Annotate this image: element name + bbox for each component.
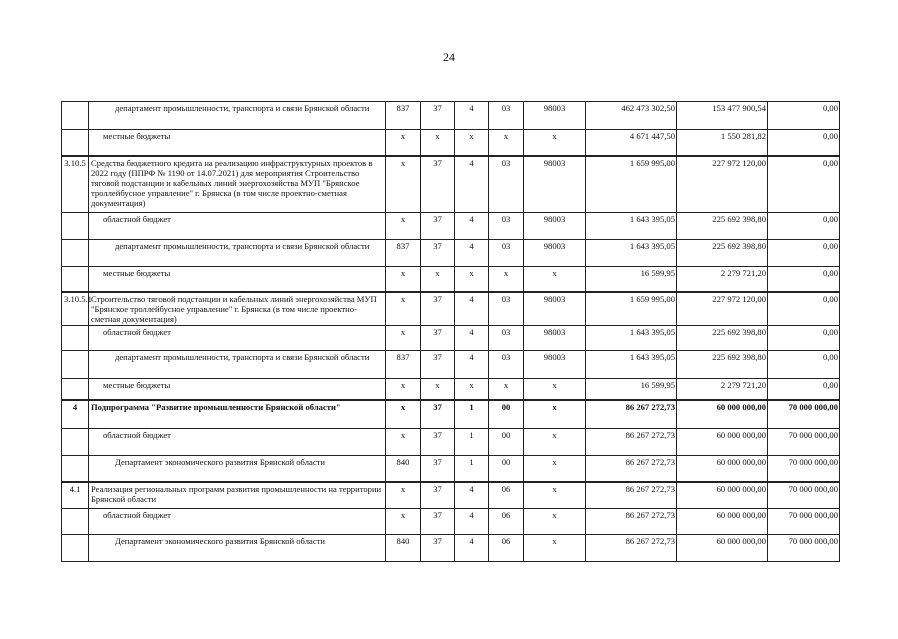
value-year-1: 1 659 995,00 [586,292,677,326]
code-event: x [489,130,524,156]
value-year-2: 60 000 000,00 [677,428,768,455]
code-gr: x [386,130,421,156]
value-year-2: 2 279 721,20 [677,267,768,292]
value-year-3: 0,00 [768,130,840,156]
row-name: Подпрограмма "Развитие промышленности Брянской области" [89,400,386,428]
row-number [62,508,89,534]
row-number: 3.10.5 [62,156,89,213]
code-direction: x [524,508,586,534]
code-subprogram: 1 [455,455,489,482]
code-direction: 98003 [524,350,586,378]
code-program: 37 [421,240,455,267]
code-program: 37 [421,213,455,240]
row-name: областной бюджет [89,325,386,350]
value-year-2: 60 000 000,00 [677,482,768,508]
value-year-3: 0,00 [768,378,840,400]
value-year-2: 1 550 281,82 [677,130,768,156]
code-gr: 840 [386,534,421,561]
value-year-3: 70 000 000,00 [768,534,840,561]
table-row [62,213,840,240]
value-year-3: 0,00 [768,350,840,378]
row-name: Департамент экономического развития Брянской области [89,534,386,561]
value-year-1: 462 473 302,50 [586,102,677,130]
table-row [62,267,840,292]
code-subprogram: x [455,378,489,400]
row-number: 4.1 [62,482,89,508]
value-year-1: 4 671 447,50 [586,130,677,156]
value-year-3: 70 000 000,00 [768,428,840,455]
table-row [62,508,840,534]
table-body [62,102,840,562]
code-gr: x [386,428,421,455]
table-row [62,428,840,455]
table-row [62,102,840,130]
value-year-2: 60 000 000,00 [677,400,768,428]
value-year-3: 70 000 000,00 [768,400,840,428]
code-gr: x [386,292,421,326]
code-subprogram: 4 [455,156,489,213]
code-subprogram: 4 [455,534,489,561]
code-event: 03 [489,240,524,267]
value-year-3: 0,00 [768,325,840,350]
code-direction: 98003 [524,102,586,130]
row-name: Строительство тяговой подстанции и кабельных линий энергохозяйства МУП "Брянское троллейбусное управление" г. Брянска (в том числе проектно-сметная документация) [89,292,386,326]
value-year-2: 60 000 000,00 [677,534,768,561]
code-event: 03 [489,325,524,350]
table-row [62,534,840,561]
row-name: местные бюджеты [89,130,386,156]
row-number: 4 [62,400,89,428]
code-program: 37 [421,428,455,455]
code-event: 06 [489,482,524,508]
table-row [62,292,840,326]
code-gr: x [386,482,421,508]
value-year-1: 86 267 272,73 [586,455,677,482]
code-gr: x [386,325,421,350]
value-year-3: 0,00 [768,267,840,292]
table-row [62,156,840,213]
code-program: x [421,130,455,156]
code-program: 37 [421,102,455,130]
value-year-2: 225 692 398,80 [677,240,768,267]
code-direction: x [524,130,586,156]
code-gr: x [386,508,421,534]
table-row [62,455,840,482]
table-row [62,130,840,156]
code-program: x [421,267,455,292]
value-year-3: 70 000 000,00 [768,455,840,482]
code-program: 37 [421,292,455,326]
row-number [62,130,89,156]
code-subprogram: 4 [455,240,489,267]
code-subprogram: x [455,267,489,292]
value-year-3: 0,00 [768,292,840,326]
code-gr: 837 [386,240,421,267]
code-event: 03 [489,292,524,326]
code-subprogram: 4 [455,482,489,508]
row-number [62,240,89,267]
row-name: Средства бюджетного кредита на реализацию инфраструктурных проектов в 2022 году (ППРФ № 1190 от 14.07.2021) для мероприятия Строительство тяговой подстанции и кабельных линий энергохозяйства МУП "Брянское троллейбусное управление" г. Брянска (в том числе проектно-сметная документация) [89,156,386,213]
value-year-1: 16 599,95 [586,267,677,292]
table-row [62,350,840,378]
code-program: 37 [421,508,455,534]
code-direction: 98003 [524,325,586,350]
table-row [62,400,840,428]
row-name: департамент промышленности, транспорта и связи Брянской области [89,102,386,130]
code-gr: 840 [386,455,421,482]
code-direction: x [524,267,586,292]
code-direction: x [524,428,586,455]
row-number [62,213,89,240]
table-row [62,482,840,508]
code-direction: 98003 [524,156,586,213]
code-direction: 98003 [524,213,586,240]
page-number: 24 [443,50,455,64]
row-number [62,267,89,292]
value-year-2: 60 000 000,00 [677,508,768,534]
value-year-2: 227 972 120,00 [677,156,768,213]
row-name: областной бюджет [89,213,386,240]
value-year-3: 70 000 000,00 [768,482,840,508]
code-event: 00 [489,400,524,428]
value-year-2: 153 477 900,54 [677,102,768,130]
value-year-3: 0,00 [768,213,840,240]
row-number [62,378,89,400]
code-subprogram: 4 [455,102,489,130]
code-event: 03 [489,156,524,213]
code-subprogram: 4 [455,292,489,326]
code-gr: x [386,267,421,292]
value-year-3: 0,00 [768,240,840,267]
row-name: местные бюджеты [89,267,386,292]
code-event: x [489,267,524,292]
row-number [62,428,89,455]
code-program: 37 [421,156,455,213]
row-name: местные бюджеты [89,378,386,400]
code-event: 06 [489,534,524,561]
value-year-1: 1 659 995,00 [586,156,677,213]
row-name: департамент промышленности, транспорта и связи Брянской области [89,240,386,267]
code-subprogram: 4 [455,213,489,240]
code-gr: 837 [386,102,421,130]
table-row [62,325,840,350]
code-subprogram: x [455,130,489,156]
value-year-1: 86 267 272,73 [586,508,677,534]
code-event: 06 [489,508,524,534]
row-name: Реализация региональных программ развития промышленности на территории Брянской области [89,482,386,508]
row-name: Департамент экономического развития Брянской области [89,455,386,482]
code-subprogram: 1 [455,400,489,428]
value-year-3: 0,00 [768,156,840,213]
row-number [62,455,89,482]
row-number: 3.10.5.1 [62,292,89,326]
value-year-2: 225 692 398,80 [677,350,768,378]
value-year-2: 225 692 398,80 [677,325,768,350]
row-number [62,325,89,350]
code-event: 03 [489,102,524,130]
value-year-3: 70 000 000,00 [768,508,840,534]
code-program: 37 [421,350,455,378]
code-program: x [421,378,455,400]
value-year-1: 1 643 395,05 [586,325,677,350]
value-year-1: 16 599,95 [586,378,677,400]
budget-table [61,101,840,562]
value-year-1: 1 643 395,05 [586,350,677,378]
code-event: x [489,378,524,400]
table-row [62,240,840,267]
value-year-1: 86 267 272,73 [586,482,677,508]
code-event: 03 [489,350,524,378]
code-event: 00 [489,428,524,455]
value-year-2: 2 279 721,20 [677,378,768,400]
code-program: 37 [421,400,455,428]
code-gr: x [386,378,421,400]
code-gr: x [386,400,421,428]
code-gr: x [386,156,421,213]
value-year-2: 60 000 000,00 [677,455,768,482]
code-direction: x [524,400,586,428]
code-event: 00 [489,455,524,482]
code-subprogram: 4 [455,325,489,350]
code-subprogram: 4 [455,350,489,378]
code-program: 37 [421,482,455,508]
row-number [62,350,89,378]
value-year-2: 227 972 120,00 [677,292,768,326]
code-gr: 837 [386,350,421,378]
value-year-3: 0,00 [768,102,840,130]
code-subprogram: 1 [455,428,489,455]
value-year-2: 225 692 398,80 [677,213,768,240]
value-year-1: 86 267 272,73 [586,428,677,455]
value-year-1: 86 267 272,73 [586,534,677,561]
value-year-1: 1 643 395,05 [586,213,677,240]
code-event: 03 [489,213,524,240]
table-row [62,378,840,400]
code-program: 37 [421,534,455,561]
code-direction: 98003 [524,292,586,326]
row-number [62,534,89,561]
value-year-1: 86 267 272,73 [586,400,677,428]
code-direction: 98003 [524,240,586,267]
code-direction: x [524,378,586,400]
code-program: 37 [421,455,455,482]
row-name: областной бюджет [89,508,386,534]
row-number [62,102,89,130]
code-direction: x [524,482,586,508]
code-direction: x [524,455,586,482]
row-name: областной бюджет [89,428,386,455]
code-subprogram: 4 [455,508,489,534]
code-program: 37 [421,325,455,350]
row-name: департамент промышленности, транспорта и связи Брянской области [89,350,386,378]
code-gr: x [386,213,421,240]
value-year-1: 1 643 395,05 [586,240,677,267]
code-direction: x [524,534,586,561]
